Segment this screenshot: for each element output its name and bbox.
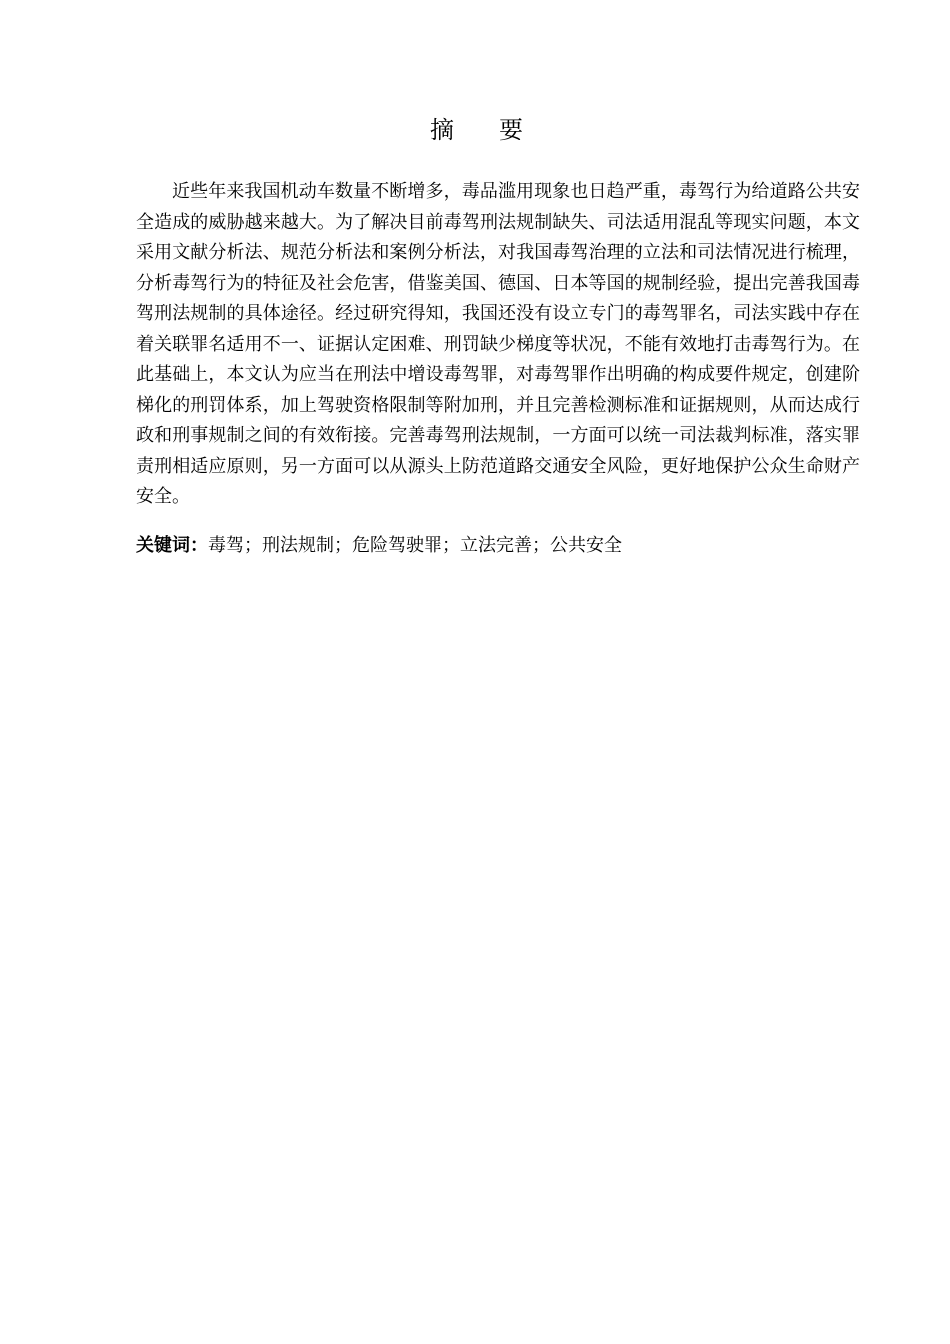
keywords-list: 毒驾；刑法规制；危险驾驶罪；立法完善；公共安全 [208,535,622,556]
abstract-title: 摘要 [430,116,568,144]
abstract-body [136,177,860,513]
keywords-line [136,531,860,561]
abstract-paragraph: 近些年来我国机动车数量不断增多，毒品滥用现象也日趋严重，毒驾行为给道路公共安全造成的威胁越来越大。为了解决目前毒驾刑法规制缺失、司法适用混乱等现实问题，本文采用文献分析法、规范分析法和案例分析法，对我国毒驾治理的立法和司法情况进行梳理，分析毒驾行为的特征及社会危害，借鉴美国、德国、日本等国的规制经验，提出完善我国毒驾刑法规制的具体途径。经过研究得知，我国还没有设立专门的毒驾罪名，司法实践中存在着关联罪名适用不一、证据认定困难、刑罚缺少梯度等状况，不能有效地打击毒驾行为。在此基础上，本文认为应当在刑法中增设毒驾罪，对毒驾罪作出明确的构成要件规定，创建阶梯化的刑罚体系，加上驾驶资格限制等附加刑，并且完善检测标准和证据规则，从而达成行政和刑事规制之间的有效衔接。完善毒驾刑法规制，一方面可以统一司法裁判标准，落实罪责刑相适应原则，另一方面可以从源头上防范道路交通安全风险，更好地保护公众生命财产安全。 [136,181,860,507]
keywords-label: 关键词： [136,535,208,556]
